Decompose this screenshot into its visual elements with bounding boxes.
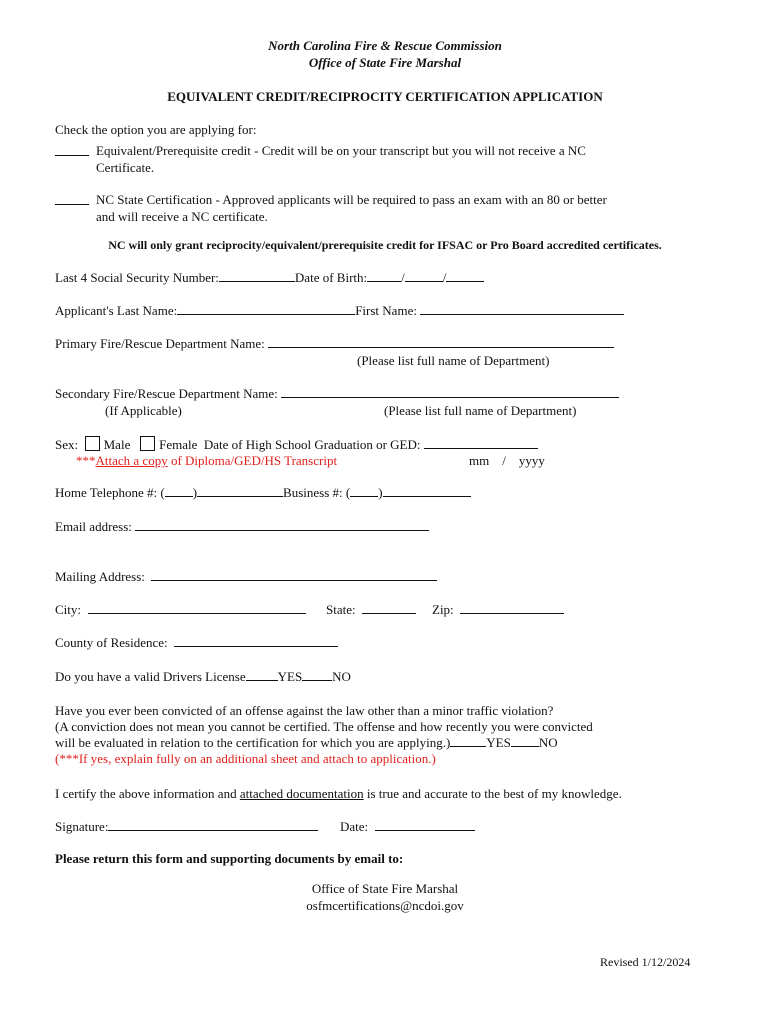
last-name-label: Applicant's Last Name: bbox=[55, 303, 178, 318]
attach-rest: of Diploma/GED/HS Transcript bbox=[167, 453, 338, 468]
dob-year-field[interactable] bbox=[446, 270, 484, 282]
last-name-field[interactable] bbox=[177, 303, 355, 315]
state-row bbox=[326, 602, 416, 618]
female-label: Female bbox=[159, 437, 198, 452]
option-prompt: Check the option you are applying for: bbox=[55, 122, 257, 137]
county-label: County of Residence: bbox=[55, 635, 168, 650]
mm-label: mm bbox=[469, 453, 490, 468]
return-email[interactable]: osfmcertifications@ncdoi.gov bbox=[306, 898, 464, 913]
certify-suffix: is true and accurate to the best of my knowledge. bbox=[363, 786, 622, 801]
return-heading: Please return this form and supporting documents by email to: bbox=[55, 851, 404, 866]
conviction-yes: YES bbox=[486, 735, 511, 750]
conviction-explanation-cont: will be evaluated in relation to the certification for which you are applying.) bbox=[55, 735, 451, 750]
dob-slash: / bbox=[442, 270, 447, 285]
business-phone-field[interactable] bbox=[383, 485, 471, 497]
county-row bbox=[55, 635, 338, 651]
primary-dept-label: Primary Fire/Rescue Department Name: bbox=[55, 336, 265, 351]
certify-prefix: I certify the above information and bbox=[55, 786, 240, 801]
zip-row bbox=[432, 602, 564, 618]
license-no-field[interactable] bbox=[302, 669, 332, 681]
signature-field[interactable] bbox=[108, 819, 318, 831]
conviction-explanation: (A conviction does not mean you cannot be certified. The offense and how recently you were convicted bbox=[55, 719, 593, 734]
if-applicable: (If Applicable) bbox=[105, 403, 182, 418]
home-phone-field[interactable] bbox=[197, 485, 283, 497]
email-field[interactable] bbox=[135, 519, 429, 531]
dob-day-field[interactable] bbox=[405, 270, 443, 282]
option2-text-cont: and will receive a NC certificate. bbox=[96, 209, 268, 224]
grad-date-field[interactable] bbox=[424, 437, 538, 449]
sex-grad-row bbox=[55, 436, 538, 453]
license-label: Do you have a valid Drivers License bbox=[55, 669, 246, 684]
option1-blank[interactable] bbox=[55, 144, 89, 156]
attach-prefix: *** bbox=[76, 453, 96, 468]
mailing-address-field[interactable] bbox=[151, 569, 437, 581]
email-row bbox=[55, 519, 429, 535]
state-label: State: bbox=[326, 602, 356, 617]
state-field[interactable] bbox=[362, 602, 416, 614]
date-format bbox=[469, 453, 545, 469]
zip-field[interactable] bbox=[460, 602, 564, 614]
dob-label: Date of Birth: bbox=[294, 270, 368, 285]
business-area-code-field[interactable] bbox=[350, 485, 378, 497]
home-area-code-field[interactable] bbox=[165, 485, 193, 497]
business-label: Business #: ( bbox=[283, 485, 351, 500]
ssn-field[interactable] bbox=[219, 270, 295, 282]
license-yes-field[interactable] bbox=[246, 669, 278, 681]
ssn-dob-row bbox=[55, 270, 484, 286]
option2-blank[interactable] bbox=[55, 193, 89, 205]
ssn-label: Last 4 Social Security Number: bbox=[55, 270, 219, 285]
female-checkbox[interactable] bbox=[140, 436, 155, 451]
first-name-label: First Name: bbox=[355, 303, 417, 318]
male-checkbox[interactable] bbox=[85, 436, 100, 451]
city-row bbox=[55, 602, 306, 618]
primary-dept-row bbox=[55, 336, 614, 352]
conviction-note: (***If yes, explain fully on an additional sheet and attach to application.) bbox=[55, 751, 436, 766]
dob-slash: / bbox=[401, 270, 405, 285]
conviction-no: NO bbox=[538, 735, 558, 750]
sex-label: Sex: bbox=[55, 437, 79, 452]
city-label: City: bbox=[55, 602, 82, 617]
county-field[interactable] bbox=[174, 635, 338, 647]
signature-label: Signature: bbox=[55, 819, 109, 834]
conviction-row bbox=[55, 735, 558, 751]
conviction-question: Have you ever been convicted of an offense against the law other than a minor traffic violation? bbox=[55, 703, 554, 718]
signature-row bbox=[55, 819, 318, 835]
first-name-field[interactable] bbox=[420, 303, 624, 315]
certify-statement bbox=[55, 786, 622, 802]
grad-label: Date of High School Graduation or GED: bbox=[203, 437, 421, 452]
form-title: EQUIVALENT CREDIT/RECIPROCITY CERTIFICATION APPLICATION bbox=[167, 89, 603, 104]
male-label: Male bbox=[103, 437, 131, 452]
secondary-dept-hint: (Please list full name of Department) bbox=[384, 403, 577, 418]
date-field[interactable] bbox=[375, 819, 475, 831]
attach-note bbox=[76, 453, 337, 469]
conviction-no-field[interactable] bbox=[511, 735, 539, 747]
date-label: Date: bbox=[340, 819, 369, 834]
primary-dept-hint: (Please list full name of Department) bbox=[357, 353, 550, 368]
paren-close: ) bbox=[192, 485, 198, 500]
office-name: Office of State Fire Marshal bbox=[308, 55, 462, 70]
license-yes: YES bbox=[277, 669, 303, 684]
option1-text-cont: Certificate. bbox=[96, 160, 155, 175]
paren-close: ) bbox=[378, 485, 383, 500]
date-slash: / bbox=[502, 453, 506, 468]
conviction-yes-field[interactable] bbox=[450, 735, 486, 747]
return-office: Office of State Fire Marshal bbox=[311, 881, 459, 896]
option2-text: NC State Certification - Approved applicants will be required to pass an exam with an 80 or better bbox=[96, 192, 607, 207]
phone-row bbox=[55, 485, 471, 501]
dob-month-field[interactable] bbox=[367, 270, 401, 282]
zip-label: Zip: bbox=[432, 602, 454, 617]
license-row bbox=[55, 669, 351, 685]
license-no: NO bbox=[332, 669, 351, 684]
revised-date: Revised 1/12/2024 bbox=[600, 955, 691, 969]
home-phone-label: Home Telephone #: ( bbox=[55, 485, 165, 500]
secondary-dept-field[interactable] bbox=[281, 386, 619, 398]
secondary-dept-label: Secondary Fire/Rescue Department Name: bbox=[55, 386, 278, 401]
primary-dept-field[interactable] bbox=[268, 336, 614, 348]
name-row bbox=[55, 303, 624, 319]
accreditation-notice: NC will only grant reciprocity/equivalent/prerequisite credit for IFSAC or Pro Board accredited certificates. bbox=[108, 238, 662, 252]
mailing-row bbox=[55, 569, 437, 585]
yyyy-label: yyyy bbox=[518, 453, 545, 468]
attach-link: Attach a copy bbox=[95, 453, 168, 468]
mailing-label: Mailing Address: bbox=[55, 569, 145, 584]
date-row bbox=[340, 819, 475, 835]
secondary-dept-row bbox=[55, 386, 619, 402]
org-name: North Carolina Fire & Rescue Commission bbox=[268, 38, 502, 53]
option1-text: Equivalent/Prerequisite credit - Credit will be on your transcript but you will not receive a NC bbox=[96, 143, 586, 158]
certify-link: attached documentation bbox=[239, 786, 364, 801]
email-label: Email address: bbox=[55, 519, 132, 534]
city-field[interactable] bbox=[88, 602, 306, 614]
